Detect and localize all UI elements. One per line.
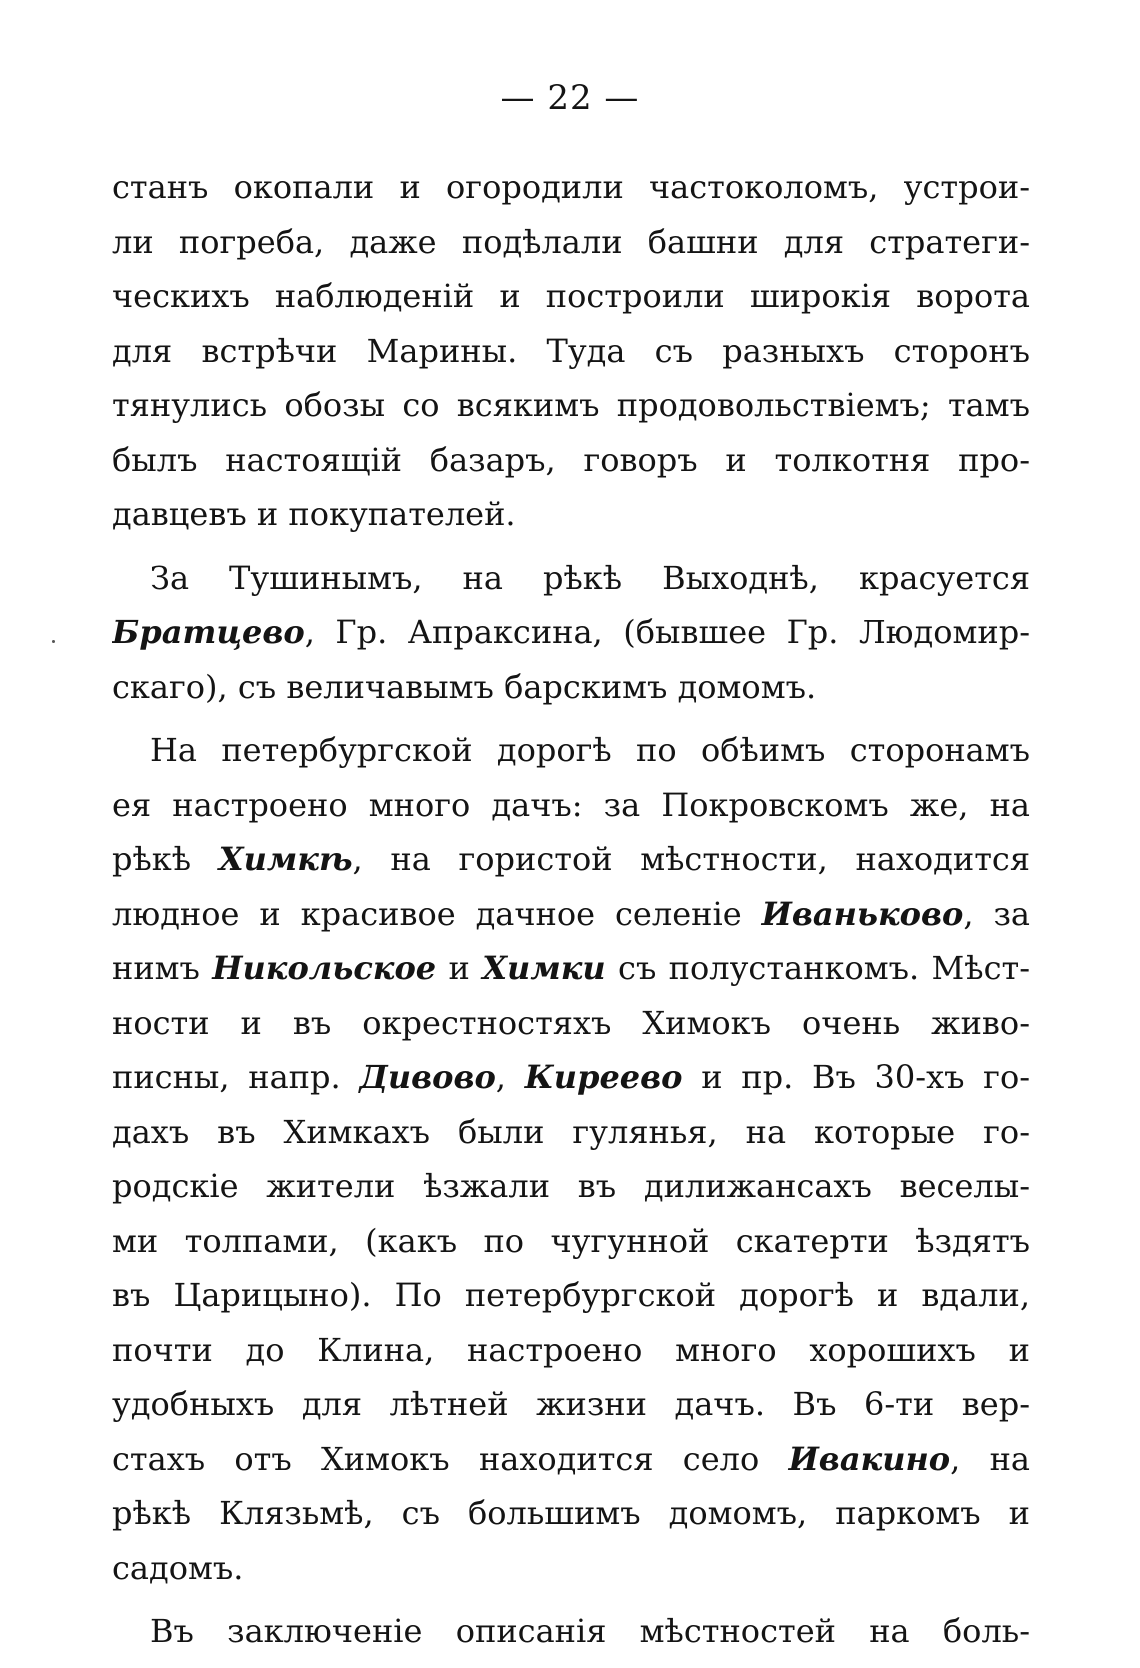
text-line: рѣкѣ Клязьмѣ, съ большимъ домомъ, паркомъ и [112, 1494, 1030, 1532]
text-line: ческихъ наблюденій и построили широкія ворота [112, 277, 1030, 315]
text-line: тянулись обозы со всякимъ продовольствіемъ; тамъ [112, 386, 1030, 424]
place-name: Братцево [112, 613, 305, 651]
paragraph [112, 160, 1030, 542]
text-line: ли погреба, даже подѣлали башни для стратеги- [112, 222, 1030, 261]
text-line: ми толпами, (какъ по чугунной скатерти ѣздятъ [112, 1221, 1030, 1260]
text-line: На петербургской дорогѣ по обѣимъ сторонамъ [150, 731, 1030, 769]
text-line: ея настроено много дачъ: за Покровскомъ же, на [112, 785, 1030, 824]
body-text [112, 160, 1030, 1668]
text-line: для встрѣчи Марины. Туда съ разныхъ сторонъ [112, 331, 1030, 370]
text-line: Братцево, Гр. Апраксина, (бывшее Гр. Людомир- [112, 613, 1030, 651]
text-line: почти до Клина, настроено много хорошихъ и [112, 1330, 1030, 1369]
text-line: удобныхъ для лѣтней жизни дачъ. Въ 6-ти вер- [112, 1385, 1030, 1423]
text-line: давцевъ и покупателей. [112, 495, 516, 533]
text-line: стахъ отъ Химокъ находится село Ивакино, на [112, 1439, 1030, 1478]
place-name: Никольское [212, 949, 437, 987]
text-line: нимъ Никольское и Химки съ полустанкомъ. Мѣст- [112, 949, 1030, 987]
text-line: Въ заключеніе описанія мѣстностей на боль- [150, 1612, 1030, 1650]
text-line: станъ окопали и огородили частоколомъ, устрои- [112, 168, 1030, 206]
text-line: За Тушинымъ, на рѣкѣ Выходнѣ, красуется [150, 558, 1030, 597]
text-line: писны, напр. Дивово, Киреево и пр. Въ 30-хъ го- [112, 1058, 1030, 1096]
place-name: Киреево [524, 1058, 683, 1096]
text-line: въ Царицыно). По петербургской дорогѣ и вдали, [112, 1276, 1030, 1314]
place-name: Ивакино [788, 1439, 951, 1478]
text-line: былъ настоящій базаръ, говоръ и толкотня про- [112, 440, 1030, 479]
text-line: скаго), съ величавымъ барскимъ домомъ. [112, 667, 817, 706]
print-speck [52, 640, 55, 643]
place-name: Химкѣ [218, 840, 353, 878]
place-name: Иваньково [761, 894, 964, 933]
text-line: людное и красивое дачное селеніе Иваньково, за [112, 894, 1030, 933]
text-line: родскіе жители ѣзжали въ дилижансахъ веселы- [112, 1167, 1030, 1205]
place-name: Химки [482, 949, 606, 987]
place-name: Дивово [359, 1058, 496, 1096]
text-line: рѣкѣ Химкѣ, на гористой мѣстности, находится [112, 840, 1030, 878]
text-line: дахъ въ Химкахъ были гулянья, на которые го- [112, 1112, 1030, 1151]
text-line: ности и въ окрестностяхъ Химокъ очень живо- [112, 1003, 1030, 1042]
text-line: садомъ. [112, 1548, 244, 1587]
paragraph [112, 723, 1030, 1595]
page-number: — 22 — [500, 78, 640, 118]
paragraph [112, 1604, 1030, 1659]
paragraph [112, 551, 1030, 715]
